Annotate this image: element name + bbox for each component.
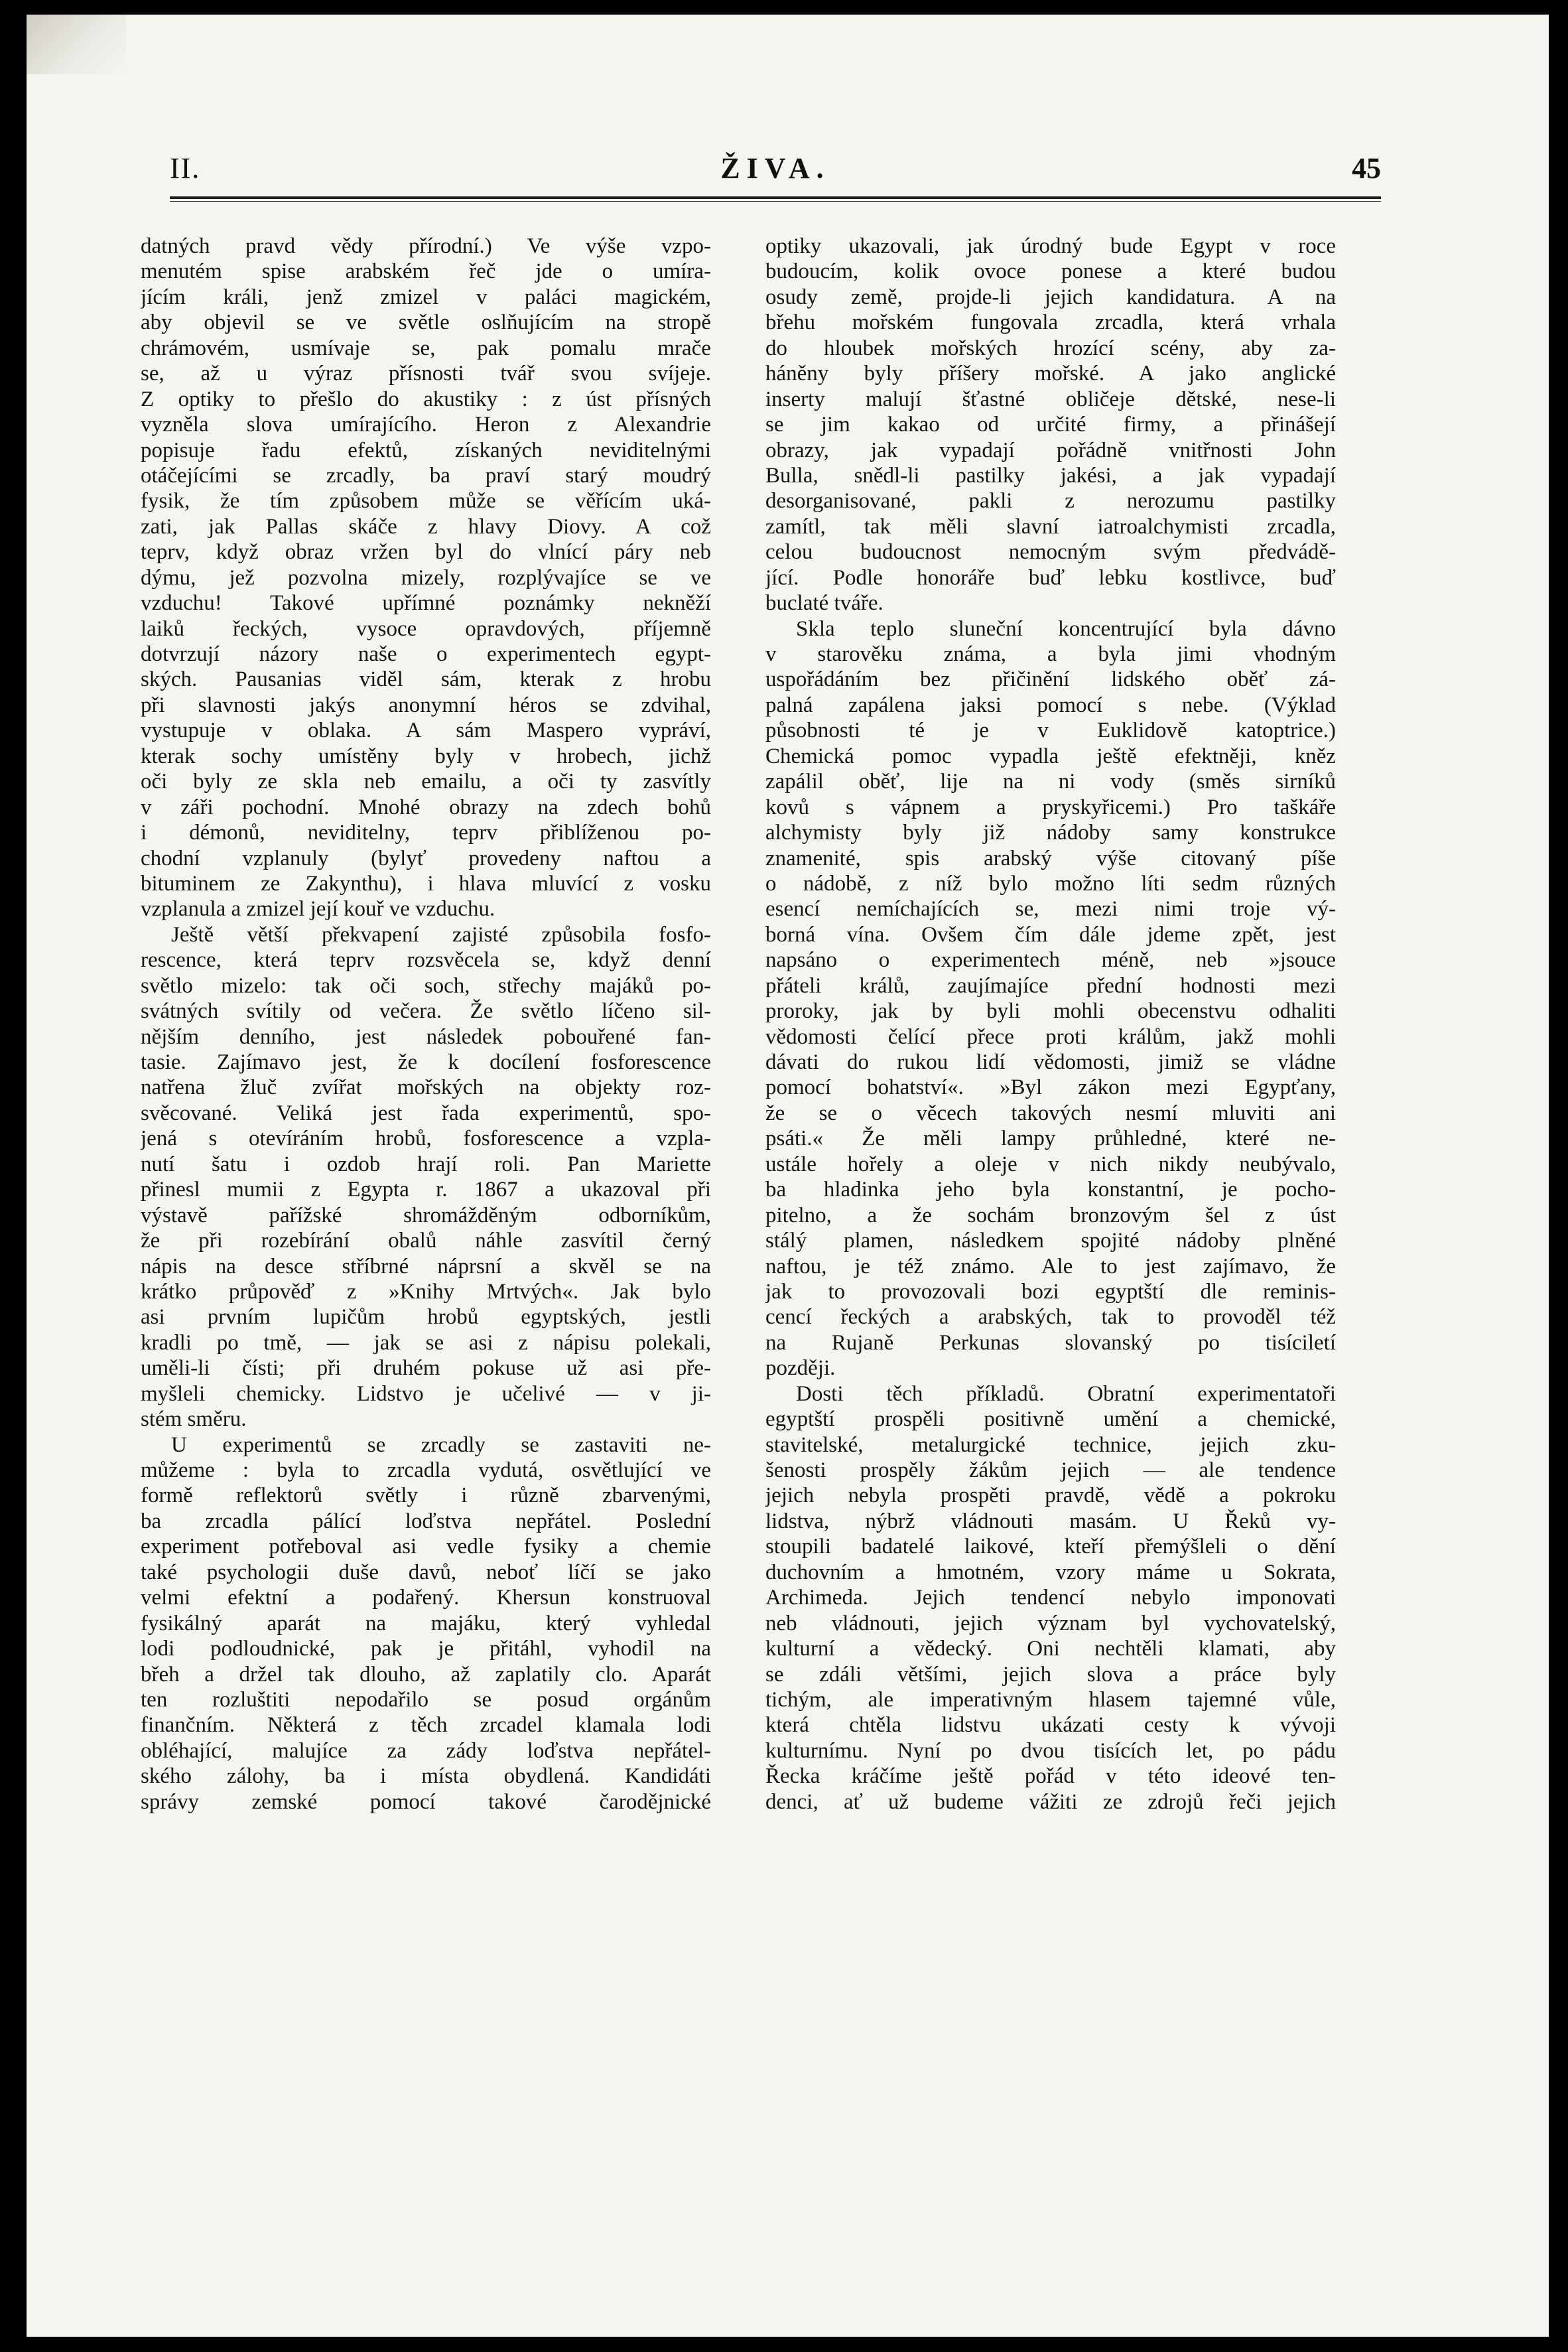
text-line: dotvrzují názory naše o experimentech egypt- xyxy=(141,642,711,666)
text-line: Ještě větší překvapení zajisté způsobila fosfo- xyxy=(171,922,711,947)
text-line: velmi efektní a podařený. Khersun konstruoval xyxy=(141,1586,711,1610)
text-line: obrazy, jak vypadají pořádně vnitřnosti John xyxy=(765,438,1336,462)
text-line: nápis na desce stříbrné náprsní a skvěl se na xyxy=(141,1254,711,1279)
text-line: uspořádáním bez přičinění lidského oběť zá- xyxy=(765,667,1336,692)
text-line: naftou, je též známo. Ale to jest zajímavo, že xyxy=(765,1254,1336,1279)
text-line: desorganisované, pakli z nerozumu pastilky xyxy=(765,489,1336,514)
text-line: že se o věcech takových nesmí mluviti ani xyxy=(765,1101,1336,1125)
text-line: Dosti těch příkladů. Obratní experimentatoři xyxy=(796,1381,1336,1406)
text-line: i démonů, neviditelny, teprv přiblíženou po- xyxy=(141,821,711,845)
text-line: ten rozluštiti nepodařilo se posud orgánům xyxy=(141,1687,711,1712)
text-line: v záři pochodní. Mnohé obrazy na zdech bohů xyxy=(141,795,711,819)
text-line: ského zálohy, ba i místa obydlená. Kandidáti xyxy=(141,1764,711,1789)
right-column xyxy=(765,234,1336,1815)
text-line: vyzněla slova umírajícího. Heron z Alexandrie xyxy=(141,413,711,437)
text-line: krátko průpověď z »Knihy Mrtvých«. Jak bylo xyxy=(141,1279,711,1304)
text-line: jená s otevíráním hrobů, fosforescence a vzpla- xyxy=(141,1127,711,1151)
text-line: Chemická pomoc vypadla ještě efektněji, kněz xyxy=(765,744,1336,768)
text-line: v starověku známa, a byla jimi vhodným xyxy=(765,642,1336,666)
text-line: dávati do rukou lidí vědomosti, jimiž se vládne xyxy=(765,1050,1336,1074)
text-line: pomocí bohatství«. »Byl zákon mezi Egypťany, xyxy=(765,1075,1336,1100)
left-column xyxy=(141,234,711,1815)
text-line: borná vína. Ovšem čím dále jdeme zpět, jest xyxy=(765,922,1336,947)
text-line: duchovním a hmotném, vzory máme u Sokrata, xyxy=(765,1560,1336,1584)
text-line: kulturní a vědecký. Oni nechtěli klamati, aby xyxy=(765,1637,1336,1661)
text-line: vystupuje v oblaka. A sám Maspero vypráví, xyxy=(141,719,711,743)
text-line: stém směru. xyxy=(141,1407,247,1432)
text-line: datných pravd vědy přírodní.) Ve výše vzpo- xyxy=(141,234,711,258)
text-line: optiky ukazovali, jak úrodný bude Egypt v roce xyxy=(765,234,1336,258)
text-line: proroky, jak by byli mohli obecenstvu odhaliti xyxy=(765,999,1336,1024)
text-line: kulturnímu. Nyní po dvou tisících let, po pádu xyxy=(765,1738,1336,1763)
text-line: o nádobě, z níž bylo možno líti sedm různých xyxy=(765,871,1336,896)
text-line: myšleli chemicky. Lidstvo je učelivé — v ji- xyxy=(141,1381,711,1406)
text-line: asi prvním lupičům hrobů egyptských, jestli xyxy=(141,1305,711,1330)
text-line: pitelno, a že sochám bronzovým šel z úst xyxy=(765,1203,1336,1227)
text-line: působnosti té je v Euklidově katoptrice.) xyxy=(765,719,1336,743)
text-line: ba hladinka jeho byla konstantní, je pocho- xyxy=(765,1178,1336,1202)
text-line: palná zapálena jaksi pomocí s nebe. (Výklad xyxy=(765,693,1336,717)
text-line: břeh a držel tak dlouho, až zaplatily clo. Aparát xyxy=(141,1662,711,1687)
text-line: později. xyxy=(765,1356,836,1381)
text-line: inserty malují šťastné obličeje dětské, nese-li xyxy=(765,387,1336,411)
text-line: svátných svítily od večera. Že světlo líčeno sil- xyxy=(141,999,711,1024)
text-line: břehu mořském fungovala zrcadla, která vrhala xyxy=(765,311,1336,335)
text-line: vzplanula a zmizel její kouř ve vzduchu. xyxy=(141,897,495,922)
text-line: fysik, že tím způsobem může se věřícím uká- xyxy=(141,489,711,514)
text-line: chodní vzplanuly (bylyť provedeny naftou a xyxy=(141,846,711,870)
text-line: napsáno o experimentech méně, neb »jsouce xyxy=(765,948,1336,973)
text-line: cencí řeckých a arabských, tak to provoděl též xyxy=(765,1305,1336,1330)
text-line: ba zrcadla pálící loďstva nepřátel. Poslední xyxy=(141,1509,711,1533)
text-line: jícím králi, jenž zmizel v paláci magickém, xyxy=(141,285,711,309)
journal-title: ŽIVA. xyxy=(720,152,830,184)
text-line: se jim kakao od určité firmy, a přinášejí xyxy=(765,413,1336,437)
text-line: stoupili badatelé laikové, kteří přemýšleli o dění xyxy=(765,1535,1336,1559)
text-line: stálý plamen, následkem spojité nádoby plněné xyxy=(765,1229,1336,1253)
text-line: ustále hořely a oleje v nich nikdy neubývalo, xyxy=(765,1152,1336,1176)
text-line: jící. Podle honoráře buď lebku kostlivce, buď xyxy=(765,565,1336,590)
text-line: oči byly ze skla neb emailu, a oči ty zasvítly xyxy=(141,770,711,794)
section-number: II. xyxy=(170,152,201,184)
text-line: tasie. Zajímavo jest, že k docílení fosforescence xyxy=(141,1050,711,1074)
text-line: otáčejícími se zrcadly, ba praví starý moudrý xyxy=(141,463,711,488)
text-line: můžeme : byla to zrcadla vydutá, osvětlující ve xyxy=(141,1458,711,1482)
text-line: jak to provozovali bozi egyptští dle reminis- xyxy=(765,1279,1336,1304)
text-line: natřena žluč zvířat mořských na objekty roz- xyxy=(141,1075,711,1100)
running-header xyxy=(170,151,1381,191)
text-line: popisuje řadu efektů, získaných neviditelnými xyxy=(141,438,711,462)
text-line: alchymisty byly již nádoby samy konstrukce xyxy=(765,821,1336,845)
text-line: Z optiky to přešlo do akustiky : z úst přísných xyxy=(141,387,711,411)
text-line: zapálil oběť, lije na ni vody (směs sirníků xyxy=(765,770,1336,794)
text-line: znamenité, spis arabský výše citovaný píše xyxy=(765,846,1336,870)
text-line: ských. Pausanias viděl sám, kterak z hrobu xyxy=(141,667,711,692)
text-line: finančním. Některá z těch zrcadel klamala lodi xyxy=(141,1713,711,1738)
text-line: experiment potřeboval asi vedle fysiky a chemie xyxy=(141,1535,711,1559)
text-line: se zdáli většími, jejich slova a práce byly xyxy=(765,1662,1336,1687)
text-line: Bulla, snědl-li pastilky jakési, a jak vypadají xyxy=(765,463,1336,488)
text-line: psáti.« Že měli lampy průhledné, které ne- xyxy=(765,1127,1336,1151)
text-line: tichým, ale imperativným hlasem tajemné vůle, xyxy=(765,1687,1336,1712)
text-line: se, až u výraz přísnosti tvář svou svíjeje. xyxy=(141,362,711,386)
text-line: že při rozebírání obalů náhle zasvítil černý xyxy=(141,1229,711,1253)
text-line: stavitelské, metalurgické technice, jejich zku- xyxy=(765,1432,1336,1457)
text-line: denci, ať už budeme vážiti ze zdrojů řeči jejich xyxy=(765,1789,1336,1814)
text-line: háněny byly příšery mořské. A jako anglické xyxy=(765,362,1336,386)
text-line: budoucím, kolik ovoce ponese a které budou xyxy=(765,259,1336,284)
text-line: egyptští prospěli positivně umění a chemické, xyxy=(765,1407,1336,1432)
text-line: vědomosti čelící přece proti králům, jakž mohli xyxy=(765,1024,1336,1049)
text-line: uměli-li čísti; při druhém pokuse už asi pře- xyxy=(141,1356,711,1381)
page-number: 45 xyxy=(1352,152,1381,184)
text-line: nutí šatu i ozdob hrají roli. Pan Mariette xyxy=(141,1152,711,1176)
text-line: Skla teplo sluneční koncentrující byla dávno xyxy=(796,616,1336,641)
text-line: buclaté tváře. xyxy=(765,591,883,616)
text-line: celou budoucnost nemocným svým předvádě- xyxy=(765,540,1336,565)
text-line: do hloubek mořských hrozící scény, aby za- xyxy=(765,336,1336,360)
text-line: výstavě pařížské shromážděným odborníkům, xyxy=(141,1203,711,1227)
text-line: zamítl, tak měli slavní iatroalchymisti zrcadla, xyxy=(765,514,1336,539)
text-line: světlo mizelo: tak oči soch, střechy majáků po- xyxy=(141,973,711,998)
text-line: obléhající, malujíce za zády loďstva nepřátel- xyxy=(141,1738,711,1763)
text-line: esencí nemíchajících se, mezi nimi troje vý- xyxy=(765,897,1336,922)
text-line: chrámovém, usmívaje se, pak pomalu mrače xyxy=(141,336,711,360)
text-line: menutém spise arabském řeč jde o umíra- xyxy=(141,259,711,284)
text-line: rescence, která teprv rozsvěcela se, když denní xyxy=(141,948,711,973)
text-line: přáteli králů, zaujímajíce přední hodnosti mezi xyxy=(765,973,1336,998)
scan-corner-shadow xyxy=(27,15,126,74)
text-line: jejich nebyla prospěti pravdě, vědě a pokroku xyxy=(765,1484,1336,1508)
text-line: šenosti prospěly žákům jejich — ale tendence xyxy=(765,1458,1336,1482)
text-line: svěcované. Veliká jest řada experimentů, spo- xyxy=(141,1101,711,1125)
text-line: lodi podloudnické, pak je přitáhl, vyhodil na xyxy=(141,1637,711,1661)
text-line: dýmu, jež pozvolna mizely, rozplývajíce se ve xyxy=(141,565,711,590)
text-line: aby objevil se ve světle oslňujícím na stropě xyxy=(141,311,711,335)
text-line: osudy země, projde-li jejich kandidatura. A na xyxy=(765,285,1336,309)
text-line: fysikálný aparát na majáku, který vyhledal xyxy=(141,1611,711,1635)
text-line: lidstva, nýbrž vládnouti masám. U Řeků vy- xyxy=(765,1509,1336,1533)
text-line: teprv, když obraz vržen byl do vlnící páry neb xyxy=(141,540,711,565)
text-line: kovů s vápnem a pryskyřicemi.) Pro taškáře xyxy=(765,795,1336,819)
text-line: na Rujaně Perkunas slovanský po tisíciletí xyxy=(765,1330,1336,1355)
text-line: správy zemské pomocí takové čarodějnické xyxy=(141,1789,711,1814)
text-line: také psychologii duše davů, neboť líčí se jako xyxy=(141,1560,711,1584)
text-line: U experimentů se zrcadly se zastaviti ne- xyxy=(171,1432,711,1457)
text-line: při slavnosti jakýs anonymní héros se zdvihal, xyxy=(141,693,711,717)
text-line: bituminem ze Zakynthu), i hlava mluvící z vosku xyxy=(141,871,711,896)
header-rule xyxy=(170,196,1381,202)
text-line: zati, jak Pallas skáče z hlavy Diovy. A což xyxy=(141,514,711,539)
text-line: laiků řeckých, vysoce opravdových, příjemně xyxy=(141,616,711,641)
text-line: kterak sochy umístěny byly v hrobech, jichž xyxy=(141,744,711,768)
text-line: kradli po tmě, — jak se asi z nápisu polekali, xyxy=(141,1330,711,1355)
text-line: Řecka kráčíme ještě pořád v této ideové ten- xyxy=(765,1764,1336,1789)
text-line: neb vládnouti, jejich význam byl vychovatelský, xyxy=(765,1611,1336,1635)
text-line: vzduchu! Takové upřímné poznámky nekněží xyxy=(141,591,711,616)
text-line: nějším denního, jest následek pobouřené fan- xyxy=(141,1024,711,1049)
text-line: Archimeda. Jejich tendencí nebylo imponovati xyxy=(765,1586,1336,1610)
text-line: přinesl mumii z Egypta r. 1867 a ukazoval při xyxy=(141,1178,711,1202)
text-line: která chtěla lidstvu ukázati cesty k vývoji xyxy=(765,1713,1336,1738)
text-line: formě reflektorů světly i různě zbarvenými, xyxy=(141,1484,711,1508)
